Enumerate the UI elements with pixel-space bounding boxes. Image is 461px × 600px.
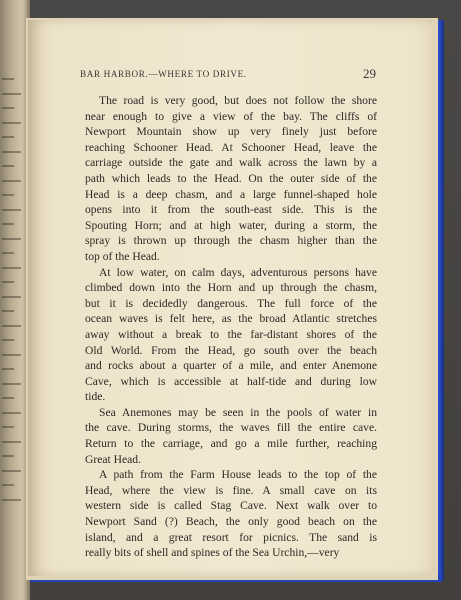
bleed-through-line xyxy=(2,281,14,283)
paragraph xyxy=(85,265,377,405)
bleed-through-line xyxy=(2,310,14,312)
bleed-through-line xyxy=(2,252,14,254)
bleed-through-line xyxy=(2,223,14,225)
paragraph xyxy=(85,467,377,561)
text-line: opens into it from the south-east side. This is the xyxy=(85,203,377,217)
bleed-through-line xyxy=(2,180,21,182)
text-line: ocean waves is felt here, as the broad Atlantic stretches xyxy=(85,312,377,326)
bleed-through-line xyxy=(2,455,14,457)
bleed-through-line xyxy=(2,78,14,80)
text-line: Old World. From the Head, go south over the beach xyxy=(85,343,377,357)
bleed-through-line xyxy=(2,107,14,109)
text-line: top of the Head. xyxy=(85,249,160,263)
bleed-through-line xyxy=(2,441,21,443)
bleed-through-line xyxy=(2,93,21,95)
bleed-through-line xyxy=(2,151,21,153)
bleed-through-line xyxy=(2,122,21,124)
paragraph xyxy=(85,93,377,265)
bleed-through-line xyxy=(2,209,21,211)
bleed-through-line xyxy=(2,426,14,428)
text-line: Cave, which is accessible at half-tide and during low xyxy=(85,374,377,388)
bleed-through-line xyxy=(2,296,21,298)
text-line: away without a break to the far-distant shores of the xyxy=(85,327,377,341)
text-line: really bits of shell and spines of the Sea Urchin,—very xyxy=(85,546,340,560)
text-line: At low water, on calm days, adventurous persons have xyxy=(99,265,377,279)
running-head: BAR HARBOR.—WHERE TO DRIVE. xyxy=(80,69,247,79)
text-line: Great Head. xyxy=(85,452,142,466)
bleed-through-line xyxy=(2,267,21,269)
text-line: carriage outside the gate and walk across the lawn by a xyxy=(85,156,377,170)
bleed-through-line xyxy=(2,412,21,414)
text-line: Return to the carriage, and go a mile further, reaching xyxy=(85,437,377,451)
text-line: Head, where the view is fine. A small cave on its xyxy=(85,483,377,497)
bleed-through-line xyxy=(2,470,21,472)
text-line: spray is thrown up through the chasm higher than the xyxy=(85,234,377,248)
bleed-through-line xyxy=(2,484,14,486)
text-line: climbed down into the Horn and up through the chasm, xyxy=(85,281,377,295)
bleed-through-line xyxy=(2,339,14,341)
bleed-through-line xyxy=(2,194,14,196)
bleed-through-line xyxy=(2,354,21,356)
text-line: tide. xyxy=(85,390,106,404)
text-line: near enough to give a view of the bay. The cliffs of xyxy=(85,109,377,123)
bleed-through-line xyxy=(2,165,14,167)
bleed-through-line xyxy=(2,238,21,240)
text-line: Spouting Horn; and at high water, during a storm, the xyxy=(85,218,377,232)
bleed-through-line xyxy=(2,397,14,399)
text-line: The road is very good, but does not follow the shore xyxy=(99,94,377,107)
text-line: Head is a deep chasm, and a large funnel-shaped hole xyxy=(85,187,377,201)
bleed-through-line xyxy=(2,499,21,501)
text-line: Newport Sand (?) Beach, the only good beach on the xyxy=(85,515,377,529)
text-line: island, and a great resort for picnics. The sand is xyxy=(85,530,377,544)
text-line: but it is decidedly dangerous. The full force of the xyxy=(85,296,377,310)
text-line: path which leads to the Head. On the outer side of the xyxy=(85,171,377,185)
bleed-through-line xyxy=(2,136,14,138)
text-line: the cave. During storms, the waves fill the entire cave. xyxy=(85,421,377,435)
text-line: A path from the Farm House leads to the top of the xyxy=(99,468,377,482)
page-number: 29 xyxy=(363,66,376,81)
text-line: and rocks about a quarter of a mile, and enter Anemone xyxy=(85,359,377,373)
text-line: Sea Anemones may be seen in the pools of water in xyxy=(99,405,377,419)
text-line: western side is called Stag Cave. Next walk over to xyxy=(85,499,377,513)
bleed-through-line xyxy=(2,368,14,370)
text-line: Newport Mountain show up very finely just before xyxy=(85,125,377,139)
bleed-through-line xyxy=(2,325,21,327)
paragraph xyxy=(85,405,377,467)
page-body xyxy=(85,93,377,561)
text-line: reaching Schooner Head. At Schooner Head, leave the xyxy=(85,140,377,154)
bleed-through-line xyxy=(2,383,21,385)
